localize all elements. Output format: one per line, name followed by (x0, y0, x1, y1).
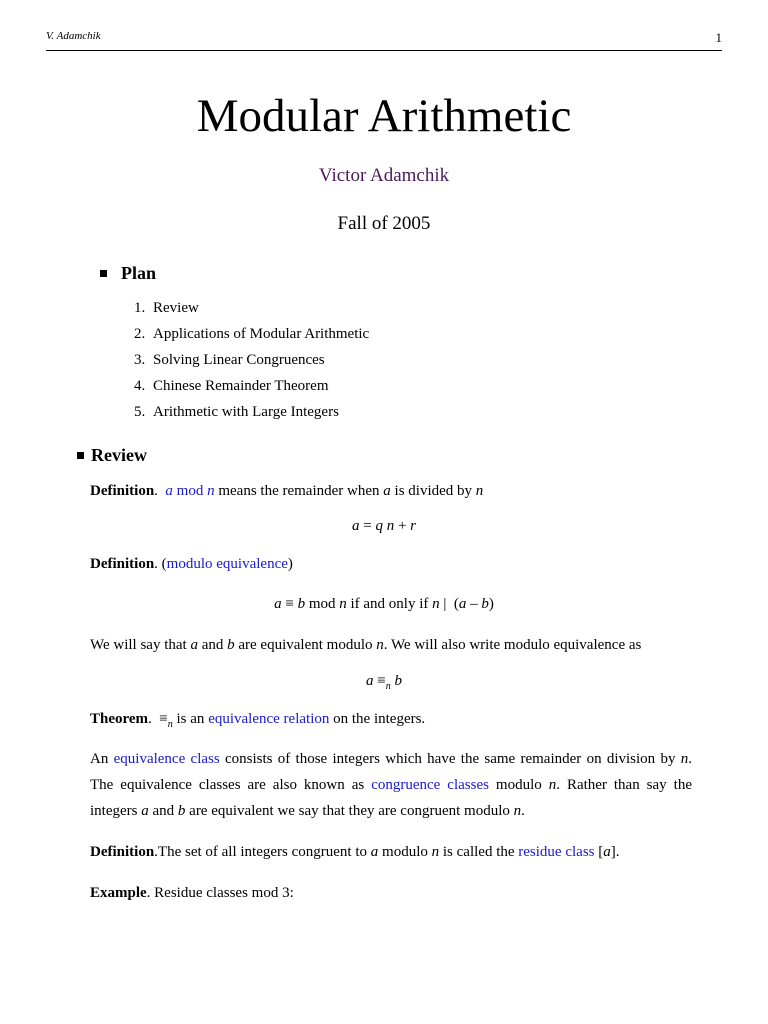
review-heading (77, 445, 147, 466)
list-item (134, 297, 369, 323)
definition-residue-class: Definition.The set of all integers congruent to a modulo n is called the residue class [a]. (90, 844, 620, 860)
page-number: 1 (715, 30, 722, 45)
definition-label: Definition (90, 556, 155, 572)
theorem: Theorem. $\equiv_n$ is an equivalence relation on the integers. (90, 711, 426, 730)
equation-congruence: a ≡ b mod n if and only if n | (a – b) (274, 596, 494, 612)
paragraph-equivalence-class: An equivalence class consists of those integers which have the same remainder on division by n. The equivalence classes are also known as congruence classes modulo n. Rather than say the integers a and b are equivalent we say that they are congruent modulo n. (90, 751, 692, 819)
bullet-square-icon (77, 452, 84, 459)
list-number: 5. (134, 404, 146, 420)
list-text: Solving Linear Congruences (153, 352, 325, 368)
equation-equiv-n: $a \equiv_n$ b (366, 673, 402, 692)
bullet-square-icon (100, 270, 107, 277)
header-author: V. Adamchik (46, 30, 101, 42)
list-number: 4. (134, 378, 146, 394)
list-item (134, 323, 369, 349)
modulo-equivalence-link[interactable]: modulo equivalence (166, 556, 288, 572)
definition-mod: Definition. a mod n means the remainder when a is divided by n (90, 483, 484, 499)
example-residue-classes: Example. Residue classes mod 3: (90, 885, 294, 901)
list-item (134, 349, 369, 375)
list-text: Applications of Modular Arithmetic (153, 326, 370, 342)
author-name: Victor Adamchik (318, 165, 450, 186)
definition-equivalence: Definition. (modulo equivalence) (90, 556, 293, 572)
definition-label: Definition (90, 844, 155, 860)
plan-heading (100, 263, 156, 284)
running-header (46, 30, 722, 51)
list-text: Chinese Remainder Theorem (153, 378, 329, 394)
definition-label: Definition (90, 483, 155, 499)
review-heading-label: Review (91, 445, 147, 465)
equivalence-class-link[interactable]: equivalence class (113, 751, 220, 767)
list-item (134, 401, 369, 427)
list-item (134, 375, 369, 401)
document-title: Modular Arithmetic (196, 90, 572, 142)
list-text: Review (153, 300, 199, 316)
plan-heading-label: Plan (121, 263, 157, 283)
list-number: 1. (134, 300, 146, 316)
paragraph-equivalent: We will say that a and b are equivalent modulo n. We will also write modulo equivalence as (90, 637, 642, 653)
list-number: 3. (134, 352, 146, 368)
plan-list (134, 297, 369, 427)
residue-class-link[interactable]: residue class (518, 844, 595, 860)
term-date: Fall of 2005 (337, 213, 431, 234)
congruence-classes-link[interactable]: congruence classes (371, 777, 489, 793)
list-text: Arithmetic with Large Integers (153, 404, 339, 420)
equivalence-relation-link[interactable]: equivalence relation (208, 711, 330, 727)
equation-division: a = q n + r (351, 518, 417, 534)
theorem-label: Theorem (90, 711, 149, 727)
a-mod-n-link[interactable]: a mod n (165, 483, 215, 499)
list-number: 2. (134, 326, 146, 342)
example-label: Example (90, 885, 147, 901)
